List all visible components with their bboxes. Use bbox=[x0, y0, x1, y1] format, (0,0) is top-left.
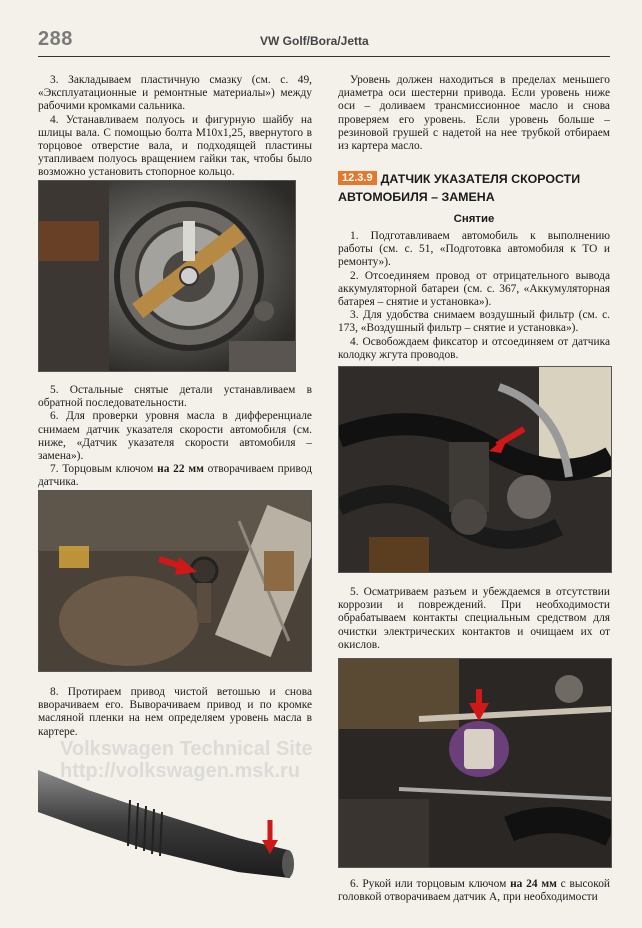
paragraph-5: 5. Остальные снятые детали устанавливаем в обратной последовательности. bbox=[38, 384, 312, 410]
paragraph-3: 3. Закладываем пластичную смазку (см. с. 49, «Эксплуатационные и ремонтные материалы») между рабочими кромками сальника. bbox=[38, 74, 312, 113]
left-column-mid bbox=[38, 384, 312, 490]
step-4: 4. Освобождаем фиксатор и отсоединяем от датчика колодку жгута проводов. bbox=[338, 335, 610, 361]
step-5: 5. Осматриваем разъем и убеждаемся в отсутствии коррозии и повреждений. При необходимости обрабатываем контакты специальным средством для очистки электрических контактов и очищаем их от окислов. bbox=[338, 586, 610, 651]
right-column-top bbox=[338, 74, 610, 153]
section-number: 12.3.9 bbox=[338, 171, 377, 185]
paragraph-8: 8. Протираем привод чистой ветошью и снова вворачиваем его. Выворачиваем привод и по кромке масляной пленки на нем определяем уровень масла в картере. bbox=[38, 686, 312, 738]
running-title: VW Golf/Bora/Jetta bbox=[260, 34, 369, 48]
photo-axle-installation bbox=[38, 180, 296, 372]
left-column-top bbox=[38, 74, 312, 180]
step-6: 6. Рукой или торцовым ключом на 24 мм с высокой головкой отворачиваем датчик А, при необходимости bbox=[338, 878, 610, 904]
subheading-removal: Снятие bbox=[453, 213, 495, 225]
photo-connector bbox=[338, 658, 612, 868]
paragraph-oil-level: Уровень должен находиться в пределах меньшего диаметра оси шестерни привода. Если уровень ниже оси – доливаем трансмиссионное масло и снова проверяем его уровень. Если уровень больше – резиновой грушей с надетой на нее трубкой отбираем из картера масло. bbox=[338, 74, 610, 153]
paragraph-6: 6. Для проверки уровня масла в дифференциале снимаем датчик указателя скорости автомобиля (см. ниже, «Датчик указателя скорости автомобиля – замена»). bbox=[38, 410, 312, 463]
step-2: 2. Отсоединяем провод от отрицательного вывода аккумуляторной батареи (см. с. 367, «Аккумуляторная батарея – снятие и установка»). bbox=[338, 269, 610, 309]
paragraph-4: 4. Устанавливаем полуось и фигурную шайбу на шлицы вала. С помощью болта M10x1,25, ввернутого в торцовое отверстие вала, и подходящей пластины утапливаем полуось вращением гайки так, чтобы было возможно установить стопорное кольцо. bbox=[38, 113, 312, 179]
right-column-bottom bbox=[338, 878, 610, 904]
watermark-line-1: Volkswagen Technical Site bbox=[60, 738, 313, 760]
left-column-bottom bbox=[38, 686, 312, 739]
section-heading bbox=[338, 170, 618, 206]
watermark bbox=[60, 738, 313, 782]
section-title: ДАТЧИК УКАЗАТЕЛЯ СКОРОСТИ АВТОМОБИЛЯ – ЗАМЕНА bbox=[338, 172, 581, 204]
step-1: 1. Подготавливаем автомобиль к выполнению работы (см. с. 51, «Подготовка автомобиля к ТО и ремонту»). bbox=[338, 230, 610, 269]
watermark-line-2: http://volkswagen.msk.ru bbox=[60, 760, 301, 782]
right-column-mid bbox=[338, 586, 610, 652]
page-header bbox=[38, 26, 610, 57]
page-number: 288 bbox=[38, 28, 73, 50]
right-column-steps bbox=[338, 230, 610, 362]
step-3: 3. Для удобства снимаем воздушный фильтр (см. с. 173, «Воздушный фильтр – снятие и установка»). bbox=[338, 309, 610, 335]
paragraph-7: 7. Торцовым ключом на 22 мм отворачиваем привод датчика. bbox=[38, 463, 312, 489]
photo-engine-bay bbox=[338, 366, 612, 573]
photo-sensor-drive bbox=[38, 490, 312, 672]
